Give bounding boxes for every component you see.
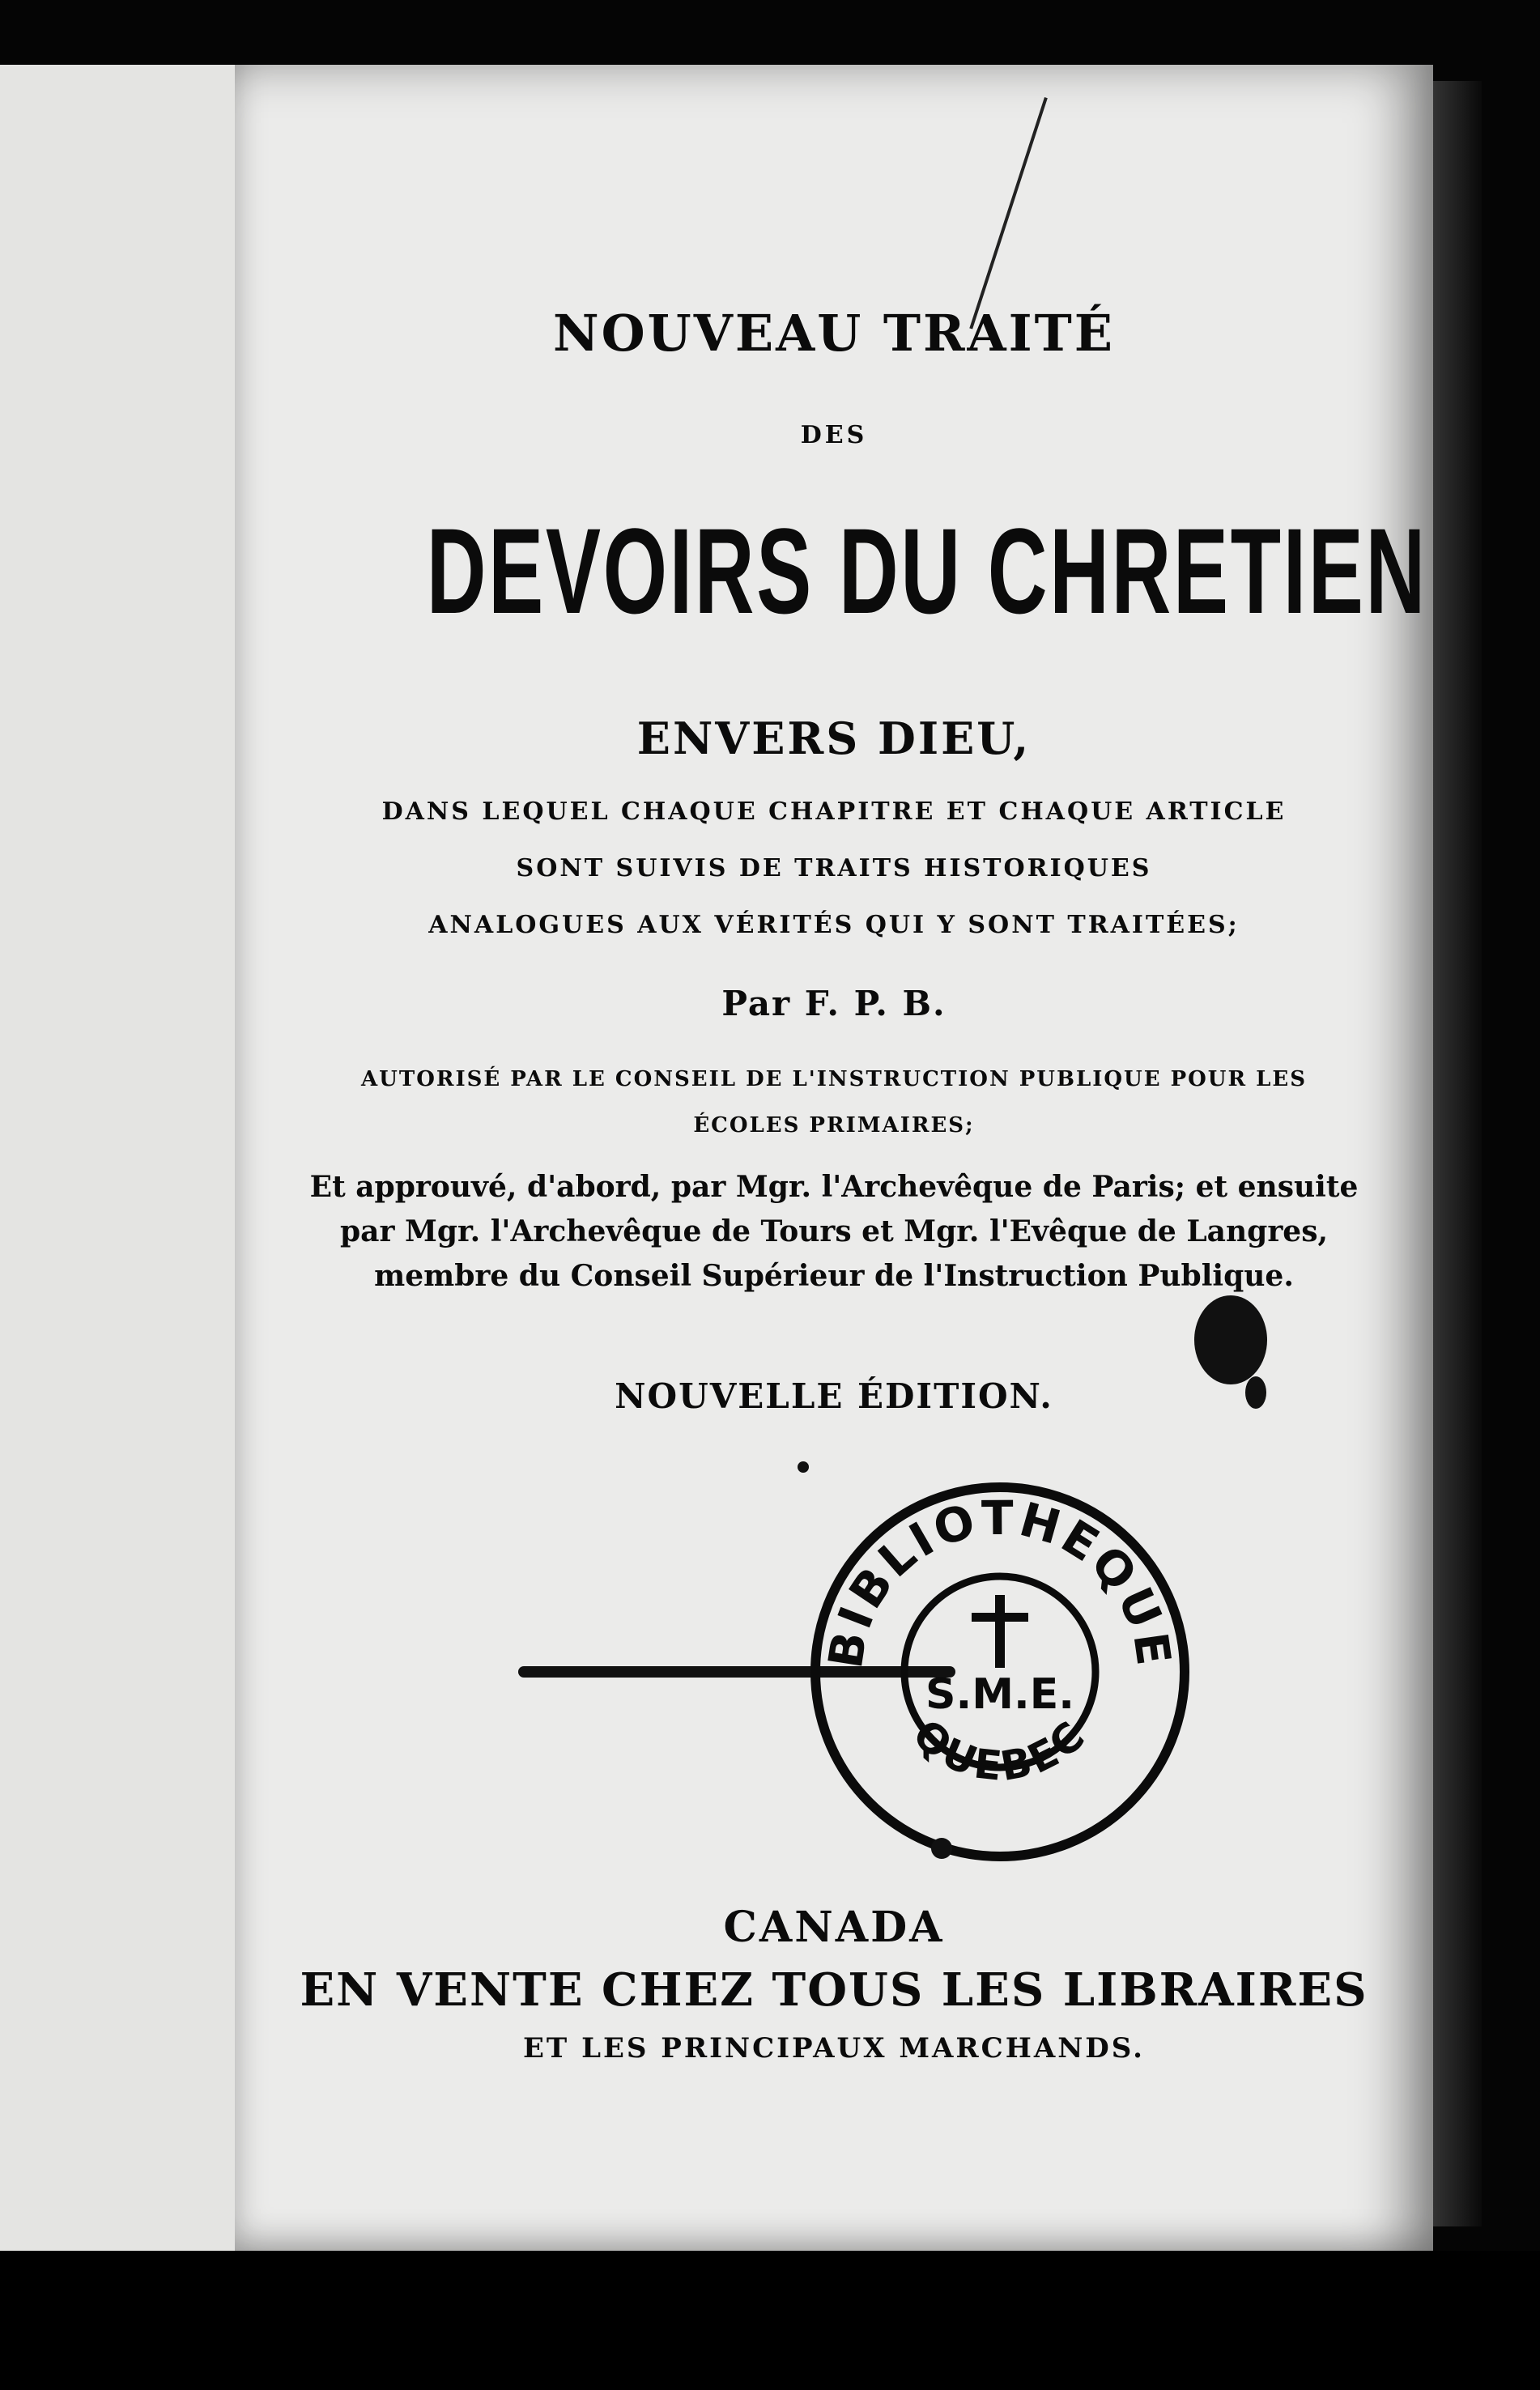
subtitle: ENVERS DIEU, [636,712,1032,764]
edition-line: NOUVELLE ÉDITION. [615,1376,1053,1416]
authorization-line-2: ÉCOLES PRIMAIRES; [693,1113,975,1138]
approval-line-1: Et approuvé, d'abord, par Mgr. l'Archevêque de Paris; et ensuite [309,1170,1359,1204]
stamp-arc-top: BIBLIOTHEQUE [817,1490,1182,1672]
description-line-3: ANALOGUES AUX VÉRITÉS QUI Y SONT TRAITÉES; [428,911,1240,939]
ink-blot [1194,1295,1267,1384]
page-edge-shadow [1433,81,1482,2226]
title-line-1: NOUVEAU TRAITÉ [552,304,1116,363]
author-line: Par F. P. B. [721,984,947,1023]
description-line-2: SONT SUIVIS DE TRAITS HISTORIQUES [516,854,1152,882]
title-line-2: DES [800,421,868,449]
sale-line-1: EN VENTE CHEZ TOUS LES LIBRAIRES [300,1963,1368,2017]
library-stamp [802,1474,1198,1870]
ink-blot [931,1838,952,1859]
approval-line-3: membre du Conseil Supérieur de l'Instruction Publique. [374,1259,1294,1293]
stamp-center-text: S.M.E. [925,1670,1074,1719]
stamp-arc-bottom: QUEBEC [904,1710,1096,1791]
description-line-1: DANS LEQUEL CHAQUE CHAPITRE ET CHAQUE ARTICLE [381,797,1287,826]
approval-line-2: par Mgr. l'Archevêque de Tours et Mgr. l'Evêque de Langres, [340,1214,1328,1248]
ink-blot [798,1461,809,1473]
facing-page-strip [0,65,240,2251]
place-line: CANADA [723,1903,945,1952]
ink-blot [1245,1376,1266,1409]
authorization-line-1: AUTORISÉ PAR LE CONSEIL DE L'INSTRUCTION PUBLIQUE POUR LES [361,1067,1307,1091]
sale-line-2: ET LES PRINCIPAUX MARCHANDS. [523,2032,1145,2065]
bottom-shadow [0,2251,1540,2390]
main-title: DEVOIRS DU CHRETIEN [426,503,1427,639]
cross-icon [972,1595,1028,1668]
